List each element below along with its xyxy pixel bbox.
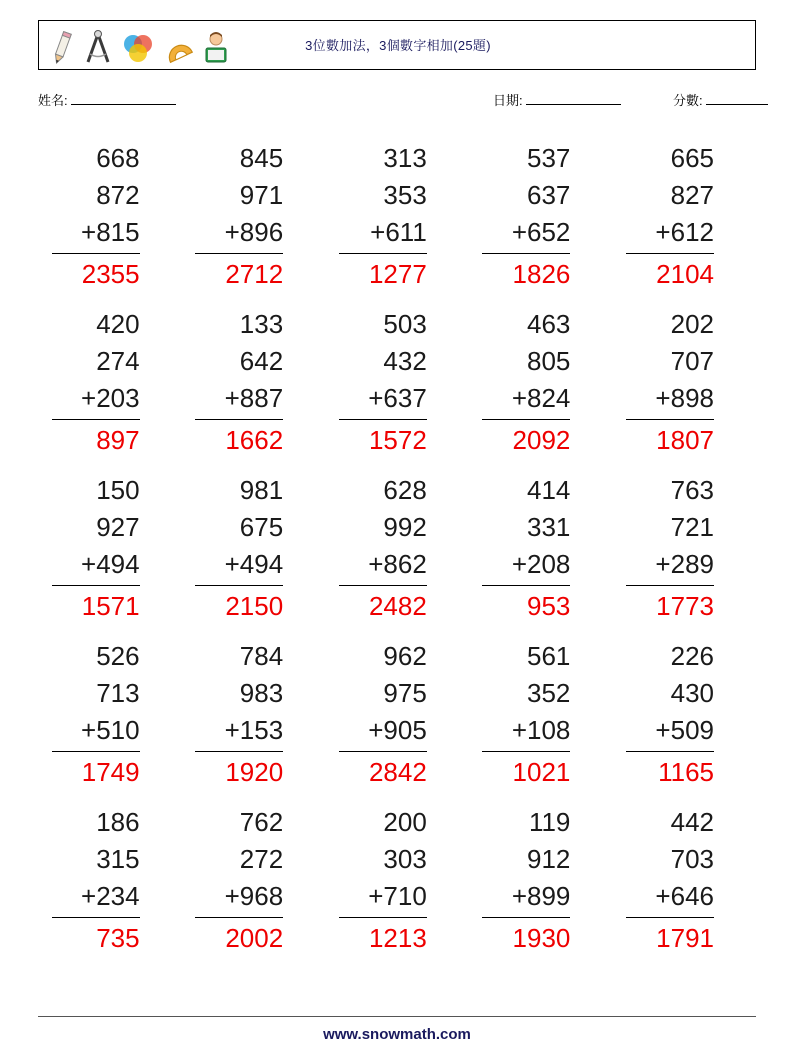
- addend-1: 200: [383, 807, 427, 837]
- problem-cell: [325, 631, 469, 797]
- addend-3: +203: [81, 383, 140, 413]
- addend-1: 442: [670, 807, 714, 837]
- answer-value[interactable]: 1930: [512, 923, 571, 953]
- problem-cell: [469, 465, 613, 631]
- addend-1: 526: [96, 641, 140, 671]
- problem-cell: [182, 631, 326, 797]
- operand-stack: [612, 797, 714, 916]
- problem-cell: [612, 133, 756, 299]
- addend-2: 637: [527, 180, 571, 210]
- answer-value[interactable]: 1807: [656, 425, 714, 455]
- addend-3: +234: [81, 881, 140, 911]
- addend-1: 186: [96, 807, 140, 837]
- addend-1: 668: [96, 143, 140, 173]
- addend-2: 983: [239, 678, 284, 708]
- answer-value[interactable]: 2482: [368, 591, 427, 621]
- problem-cell: [469, 631, 613, 797]
- answer-value[interactable]: 1571: [81, 591, 140, 621]
- operand-stack: [325, 631, 427, 750]
- footer-divider: [38, 1016, 756, 1017]
- operand-stack: [612, 465, 714, 584]
- addend-2: 805: [527, 346, 571, 376]
- addend-2: 315: [96, 844, 140, 874]
- operand-stack: [38, 133, 140, 252]
- addend-1: 763: [670, 475, 714, 505]
- operand-stack: [469, 133, 571, 252]
- name-field-group: [38, 90, 176, 109]
- addend-2: 331: [527, 512, 571, 542]
- addend-2: 642: [239, 346, 284, 376]
- answer-value[interactable]: 953: [527, 591, 571, 621]
- addend-2: 352: [527, 678, 571, 708]
- answer-value[interactable]: 2712: [225, 259, 284, 289]
- header-box: [38, 20, 756, 70]
- answer-value[interactable]: 1826: [512, 259, 571, 289]
- score-label: 分數:: [673, 93, 703, 108]
- addend-3: +652: [511, 217, 571, 247]
- addend-2: 703: [670, 844, 714, 874]
- name-label: 姓名:: [38, 93, 68, 108]
- problem-cell: [325, 797, 469, 963]
- score-field-group: [673, 90, 768, 109]
- problem-cell: [38, 631, 182, 797]
- operand-stack: [182, 465, 284, 584]
- addend-3: +896: [224, 217, 284, 247]
- operand-stack: [38, 299, 140, 418]
- addend-3: +612: [655, 217, 714, 247]
- problem-cell: [182, 465, 326, 631]
- addend-3: +510: [81, 715, 140, 745]
- date-input-line[interactable]: [526, 91, 621, 105]
- problem-cell: [612, 465, 756, 631]
- answer-value[interactable]: 2842: [368, 757, 427, 787]
- addend-1: 133: [239, 309, 284, 339]
- answer-value[interactable]: 735: [96, 923, 140, 953]
- addend-1: 150: [96, 475, 140, 505]
- addend-2: 971: [239, 180, 284, 210]
- addend-2: 274: [96, 346, 140, 376]
- answer-value[interactable]: 1572: [368, 425, 427, 455]
- answer-value[interactable]: 1277: [368, 259, 427, 289]
- addend-1: 420: [96, 309, 140, 339]
- addend-3: +710: [368, 881, 427, 911]
- addend-2: 272: [239, 844, 284, 874]
- addend-2: 872: [96, 180, 140, 210]
- answer-value[interactable]: 2150: [225, 591, 284, 621]
- operand-stack: [325, 133, 427, 252]
- answer-value[interactable]: 1749: [81, 757, 140, 787]
- addend-1: 202: [670, 309, 714, 339]
- addend-2: 721: [670, 512, 714, 542]
- addend-3: +153: [224, 715, 284, 745]
- addend-3: +494: [81, 549, 140, 579]
- operand-stack: [612, 631, 714, 750]
- addend-3: +646: [655, 881, 714, 911]
- addend-3: +862: [368, 549, 427, 579]
- problem-cell: [469, 797, 613, 963]
- problem-cell: [469, 299, 613, 465]
- addend-3: +887: [224, 383, 284, 413]
- addend-3: +815: [81, 217, 140, 247]
- answer-value[interactable]: 2002: [225, 923, 284, 953]
- operand-stack: [469, 299, 571, 418]
- date-field-group: [493, 90, 621, 109]
- addend-1: 414: [527, 475, 571, 505]
- addend-1: 463: [527, 309, 571, 339]
- problem-cell: [38, 133, 182, 299]
- answer-value[interactable]: 2355: [81, 259, 140, 289]
- problem-cell: [325, 465, 469, 631]
- addend-3: +968: [224, 881, 284, 911]
- addend-2: 912: [527, 844, 571, 874]
- problem-cell: [612, 797, 756, 963]
- problem-cell: [325, 133, 469, 299]
- addend-1: 119: [528, 807, 571, 837]
- addend-3: +898: [655, 383, 714, 413]
- operand-stack: [38, 465, 140, 584]
- addend-1: 665: [670, 143, 714, 173]
- addend-1: 226: [670, 641, 714, 671]
- addend-2: 992: [383, 512, 427, 542]
- addend-2: 430: [670, 678, 714, 708]
- addend-2: 975: [383, 678, 427, 708]
- addend-1: 762: [239, 807, 284, 837]
- addend-3: +289: [655, 549, 714, 579]
- problem-cell: [38, 465, 182, 631]
- problem-cell: [612, 299, 756, 465]
- problem-cell: [325, 299, 469, 465]
- addend-3: +509: [655, 715, 714, 745]
- operand-stack: [325, 797, 427, 916]
- answer-value[interactable]: 897: [96, 425, 140, 455]
- answer-value[interactable]: 2092: [512, 425, 571, 455]
- problem-cell: [182, 299, 326, 465]
- problem-grid: [38, 133, 756, 963]
- addend-3: +208: [511, 549, 571, 579]
- addend-1: 503: [383, 309, 427, 339]
- answer-value[interactable]: 2104: [656, 259, 714, 289]
- problem-cell: [612, 631, 756, 797]
- addend-3: +637: [368, 383, 427, 413]
- addend-2: 353: [383, 180, 427, 210]
- answer-value[interactable]: 1213: [368, 923, 427, 953]
- addend-2: 432: [383, 346, 427, 376]
- operand-stack: [612, 299, 714, 418]
- operand-stack: [182, 797, 284, 916]
- addend-3: +905: [368, 715, 427, 745]
- addend-3: +494: [224, 549, 284, 579]
- problem-cell: [182, 797, 326, 963]
- addend-1: 962: [383, 641, 427, 671]
- operand-stack: [325, 465, 427, 584]
- answer-value[interactable]: 1791: [656, 923, 714, 953]
- operand-stack: [182, 133, 284, 252]
- answer-value[interactable]: 1165: [658, 757, 714, 787]
- addend-1: 561: [527, 641, 571, 671]
- problem-cell: [38, 797, 182, 963]
- addend-2: 713: [96, 678, 140, 708]
- operand-stack: [469, 797, 571, 916]
- date-label: 日期:: [493, 93, 523, 108]
- addend-1: 784: [239, 641, 284, 671]
- addend-3: +899: [511, 881, 571, 911]
- addend-2: 827: [670, 180, 714, 210]
- operand-stack: [612, 133, 714, 252]
- addend-2: 707: [670, 346, 714, 376]
- operand-stack: [469, 631, 571, 750]
- answer-value[interactable]: 1920: [225, 757, 284, 787]
- operand-stack: [182, 299, 284, 418]
- student-info-row: [38, 90, 756, 114]
- answer-value[interactable]: 1021: [512, 757, 571, 787]
- operand-stack: [325, 299, 427, 418]
- operand-stack: [182, 631, 284, 750]
- addend-1: 845: [239, 143, 284, 173]
- addend-1: 981: [239, 475, 284, 505]
- page-title: 3位數加法，3個數字相加(25題): [305, 38, 491, 53]
- addend-1: 313: [383, 143, 427, 173]
- score-input-line[interactable]: [706, 91, 768, 105]
- addend-1: 537: [527, 143, 571, 173]
- addend-2: 675: [239, 512, 284, 542]
- problem-cell: [182, 133, 326, 299]
- answer-value[interactable]: 1773: [656, 591, 714, 621]
- operand-stack: [469, 465, 571, 584]
- addend-2: 303: [383, 844, 427, 874]
- addend-1: 628: [383, 475, 427, 505]
- footer-website: www.snowmath.com: [323, 1026, 471, 1043]
- operand-stack: [38, 797, 140, 916]
- addend-3: +611: [370, 217, 427, 247]
- name-input-line[interactable]: [71, 91, 176, 105]
- addend-3: +108: [511, 715, 571, 745]
- problem-cell: [469, 133, 613, 299]
- problem-cell: [38, 299, 182, 465]
- addend-2: 927: [96, 512, 140, 542]
- answer-value[interactable]: 1662: [225, 425, 284, 455]
- operand-stack: [38, 631, 140, 750]
- addend-3: +824: [511, 383, 571, 413]
